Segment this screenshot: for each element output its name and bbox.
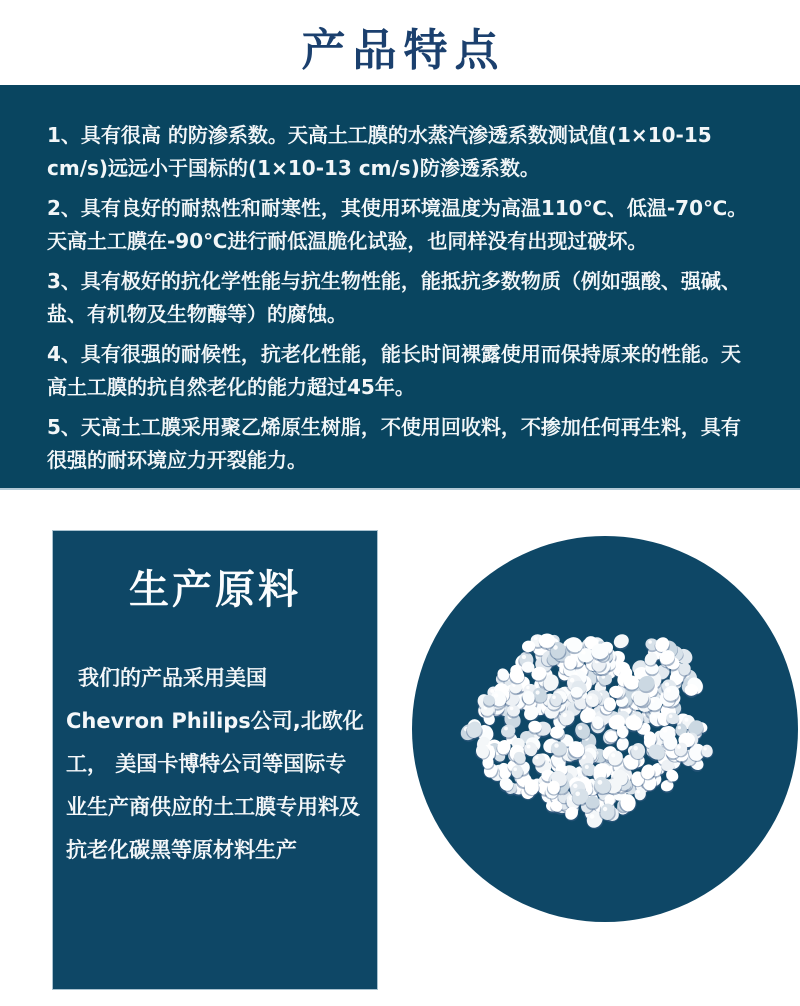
- resin-pellets-photo: [412, 536, 798, 922]
- features-panel: [0, 85, 800, 490]
- features-header: [0, 0, 800, 85]
- feature-item-3: 3、具有极好的抗化学性能与抗生物性能，能抵抗多数物质（例如强酸、强碱、盐、有机物及生物酶等）的腐蚀。: [47, 269, 741, 326]
- materials-title: 生产原料: [129, 567, 301, 613]
- feature-item-2: 2、具有良好的耐热性和耐寒性，其使用环境温度为高温110℃、低温-70℃。天高土工膜在-90℃进行耐低温脆化试验，也同样没有出现过破坏。: [47, 196, 748, 253]
- feature-item-1: 1、具有很高 的防渗系数。天高土工膜的水蒸汽渗透系数测试值(1×10-15 cm/s)远远小于国标的(1×10-13 cm/s)防渗透系数。: [47, 123, 712, 180]
- feature-item-5: 5、天高土工膜采用聚乙烯原生树脂，不使用回收料，不掺加任何再生料，具有很强的耐环境应力开裂能力。: [47, 415, 741, 472]
- materials-body: 我们的产品采用美国Chevron Philips公司,北欧化工， 美国卡博特公司等国际专业生产商供应的土工膜专用料及抗老化碳黑等原材料生产: [66, 666, 364, 862]
- feature-item-4: 4、具有很强的耐候性，抗老化性能，能长时间裸露使用而保持原来的性能。天高土工膜的抗自然老化的能力超过45年。: [47, 342, 741, 399]
- page-title: 产品特点: [301, 24, 506, 76]
- materials-card: [52, 530, 378, 990]
- resin-pellets-image: [412, 536, 798, 922]
